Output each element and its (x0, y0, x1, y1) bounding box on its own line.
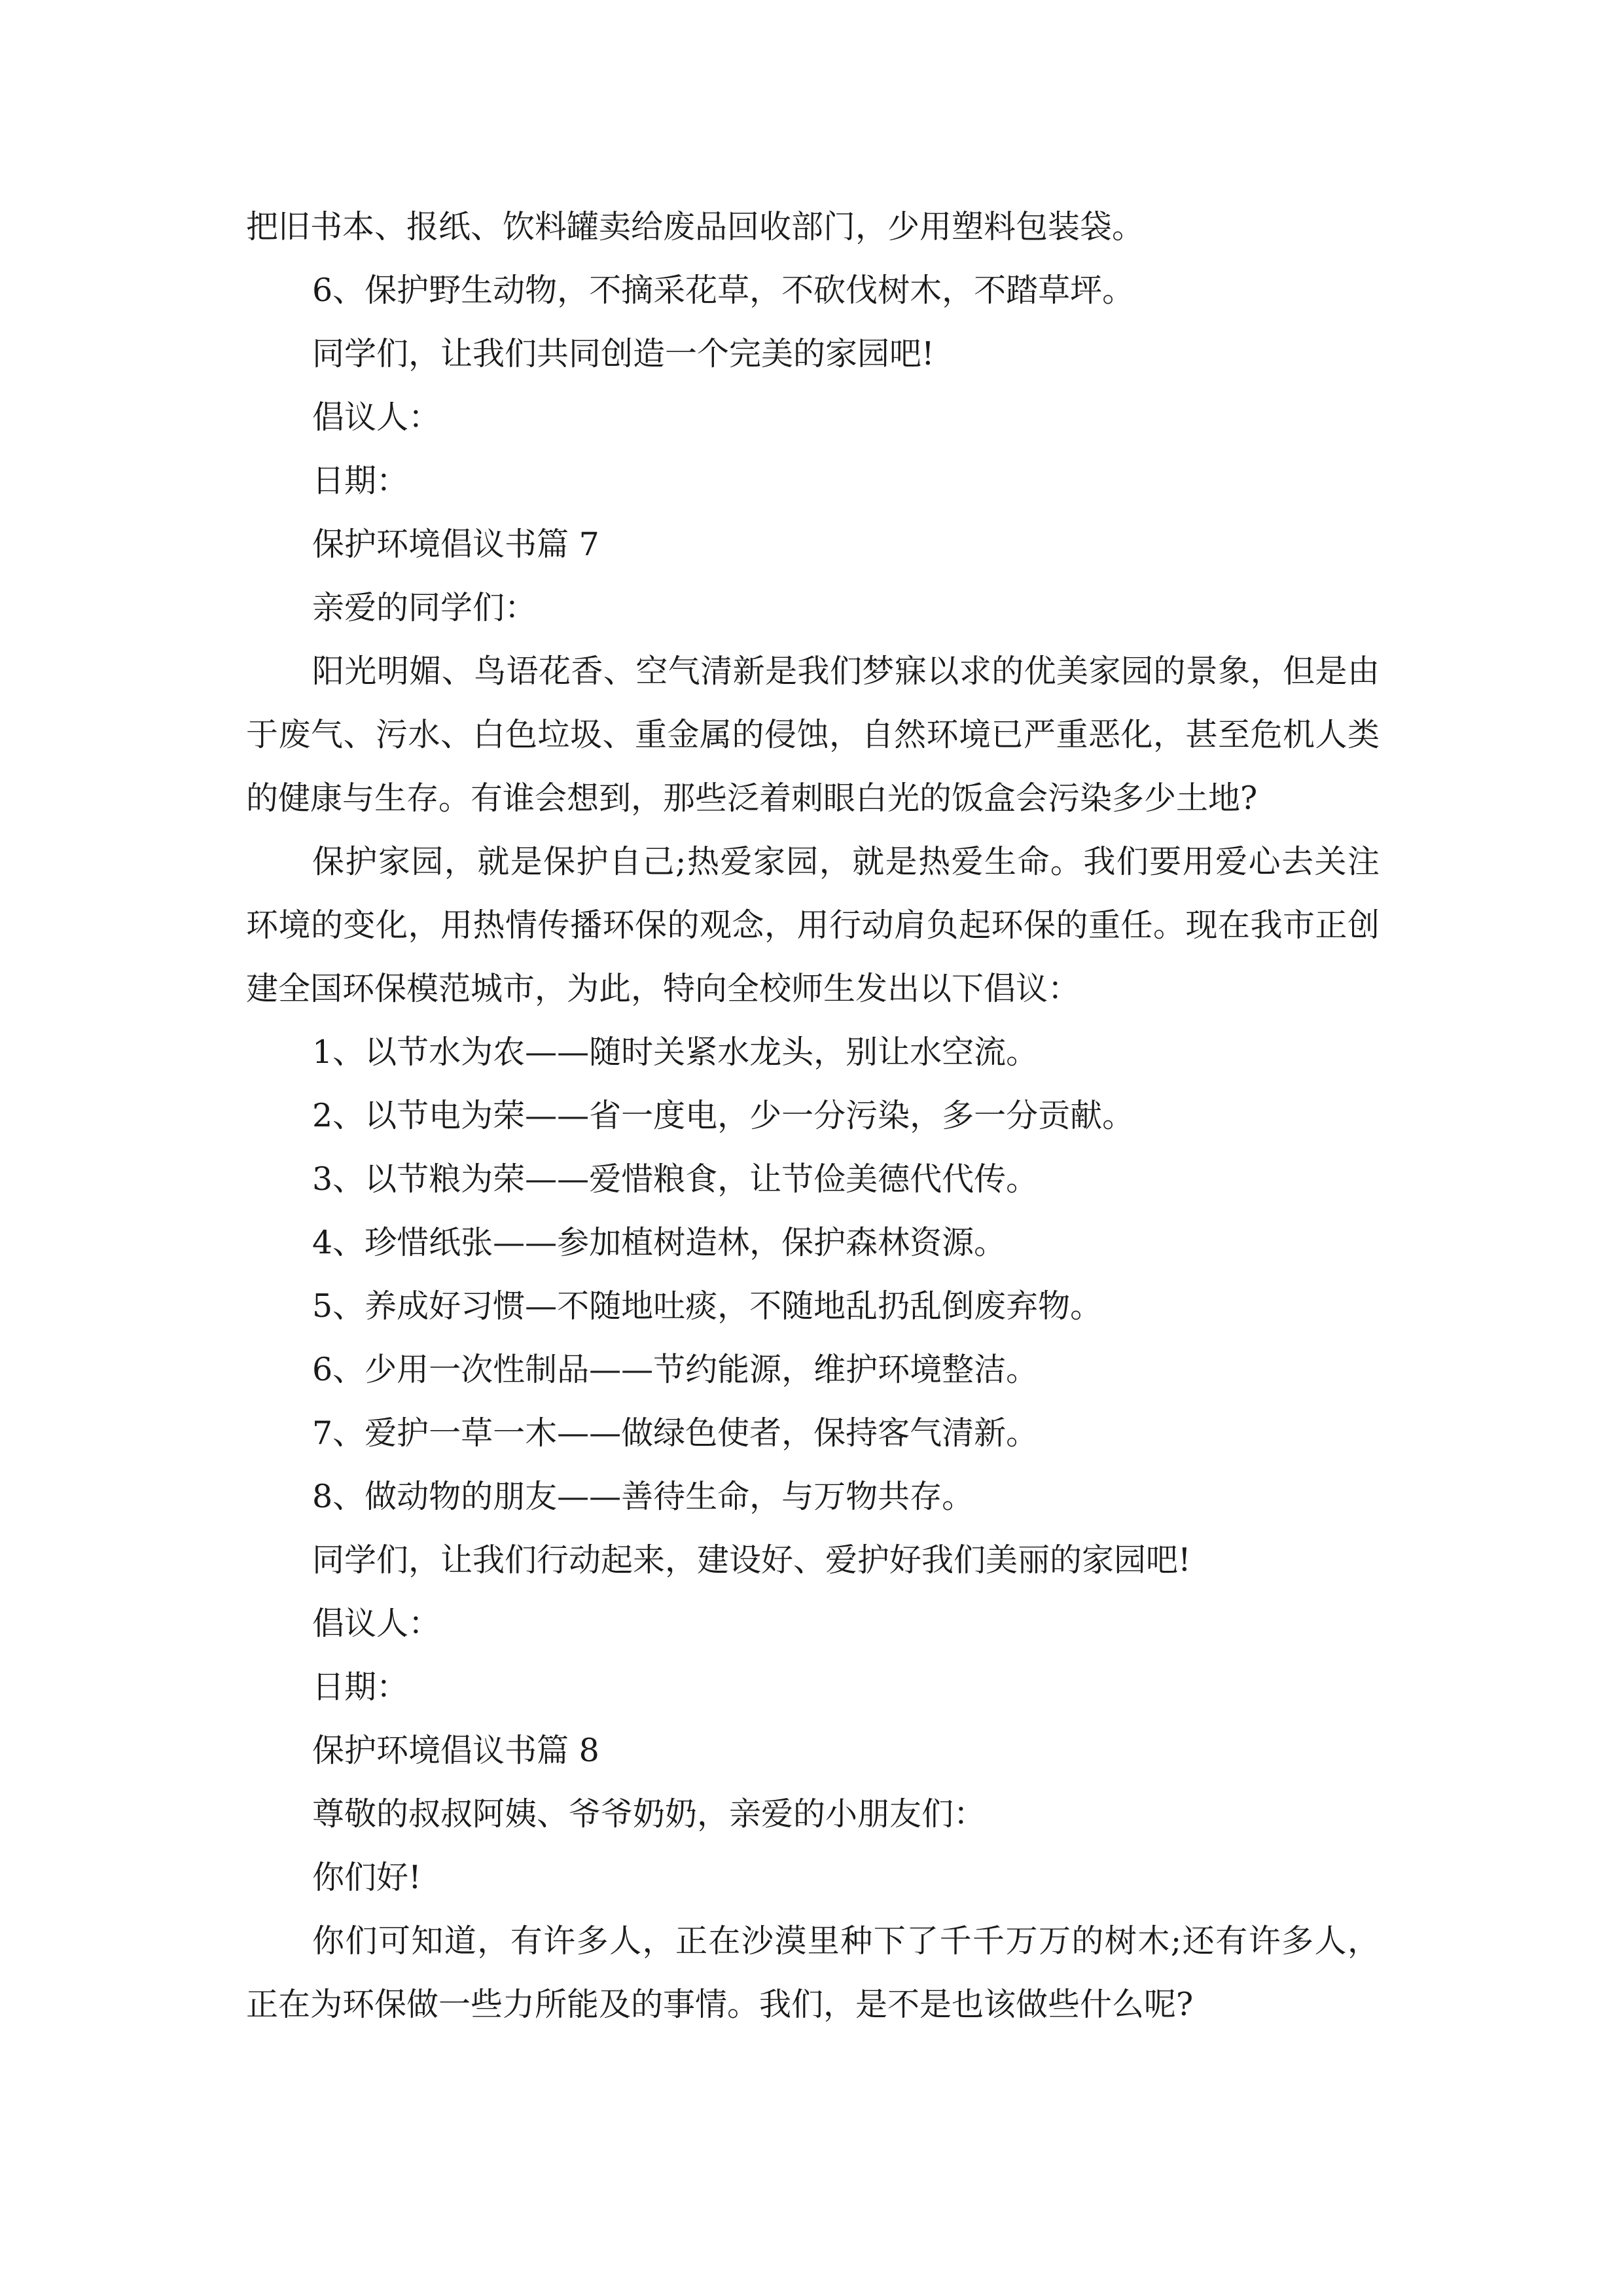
section-heading: 保护环境倡议书篇 7 (312, 526, 599, 563)
paragraph-body: 阳光明媚、鸟语花香、空气清新是我们梦寐以求的优美家园的景象，但是由于废气、污水、白色垃圾、重金属的侵蚀，自然环境已严重恶化，甚至危机人类的健康与生存。有谁会想到，那些泛着刺眼白光的饭盒会污染多少土地? (246, 653, 1380, 817)
paragraph-continuation: 把旧书本、报纸、饮料罐卖给废品回收部门，少用塑料包装袋。 (246, 208, 1145, 245)
paragraph-body: 保护家园，就是保护自己;热爱家园，就是热爱生命。我们要用爱心去关注环境的变化，用热情传播环保的观念，用行动肩负起环保的重任。现在我市正创建全国环保模范城市，为此，特向全校师生发出以下倡议： (246, 843, 1380, 1007)
signature-date: 日期： (312, 1668, 409, 1706)
list-item: 2、以节电为荣——省一度电，少一分污染，多一分贡献。 (312, 1097, 1135, 1134)
list-item: 3、以节粮为荣——爱惜粮食，让节俭美德代代传。 (312, 1160, 1039, 1198)
paragraph-body: 你们可知道，有许多人，正在沙漠里种下了千千万万的树木;还有许多人，正在为环保做一些力所能及的事情。我们，是不是也该做些什么呢? (246, 1922, 1380, 2023)
salutation: 尊敬的叔叔阿姨、爷爷奶奶，亲爱的小朋友们： (312, 1795, 986, 1833)
list-item: 7、爱护一草一木——做绿色使者，保持客气清新。 (312, 1414, 1039, 1452)
section-heading: 保护环境倡议书篇 8 (312, 1732, 599, 1769)
salutation: 亲爱的同学们： (312, 589, 537, 626)
list-item: 5、养成好习惯—不随地吐痰，不随地乱扔乱倒废弃物。 (312, 1287, 1103, 1325)
paragraph-item: 6、保护野生动物，不摘采花草，不砍伐树木，不踏草坪。 (312, 272, 1135, 309)
paragraph-closing: 同学们，让我们行动起来，建设好、爱护好我们美丽的家园吧! (312, 1541, 1191, 1579)
signature-proposer: 倡议人： (312, 399, 441, 436)
signature-date: 日期： (312, 462, 409, 499)
greeting: 你们好! (312, 1859, 421, 1896)
list-item: 4、珍惜纸张——参加植树造林，保护森林资源。 (312, 1224, 1007, 1261)
paragraph-closing: 同学们，让我们共同创造一个完美的家园吧! (312, 335, 935, 372)
list-item: 1、以节水为农——随时关紧水龙头，别让水空流。 (312, 1033, 1039, 1071)
document-body (246, 195, 1380, 2036)
list-item: 8、做动物的朋友——善待生命，与万物共存。 (312, 1478, 974, 1515)
list-item: 6、少用一次性制品——节约能源，维护环境整洁。 (312, 1351, 1039, 1388)
signature-proposer: 倡议人： (312, 1605, 441, 1642)
